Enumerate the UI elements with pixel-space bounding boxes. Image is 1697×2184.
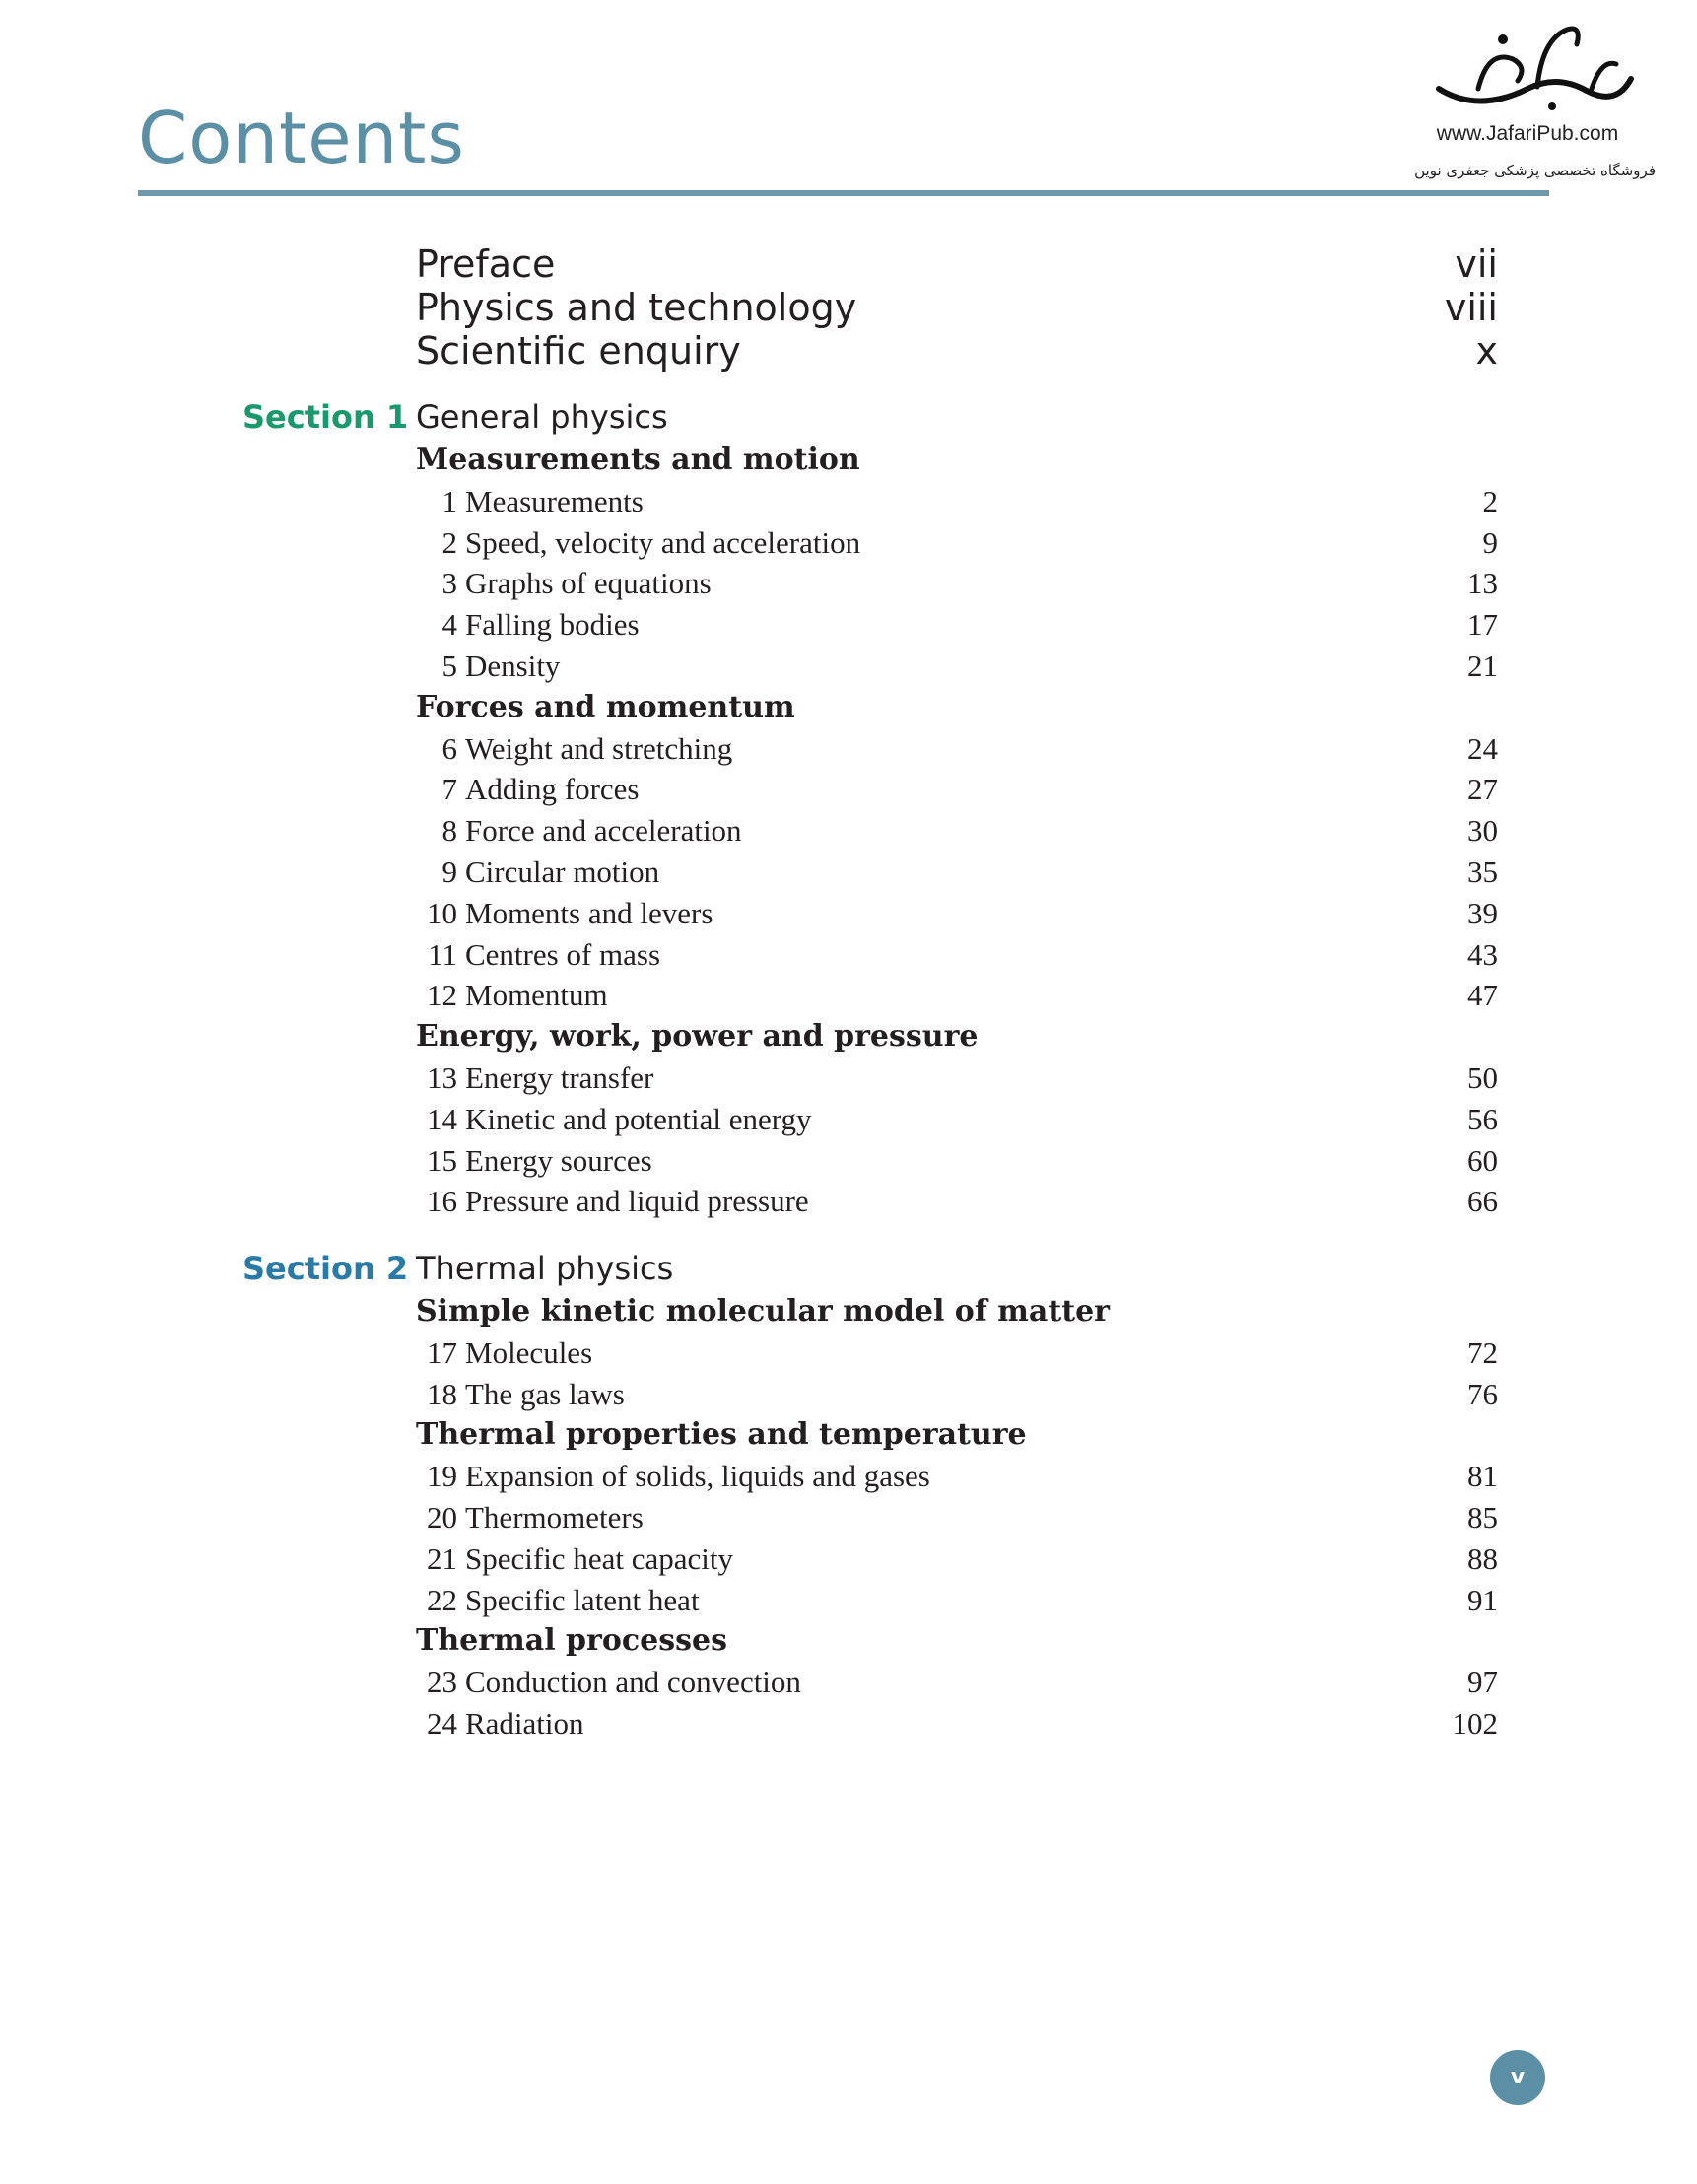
- chapter-number: 17: [427, 1334, 457, 1370]
- chapter-page: 88: [1467, 1540, 1498, 1576]
- toc-entry[interactable]: [416, 1665, 1498, 1704]
- front-matter-title: Preface: [416, 242, 556, 286]
- toc-entry[interactable]: [416, 1583, 1498, 1622]
- toc-entry[interactable]: [416, 1500, 1498, 1539]
- front-matter-page: x: [1475, 329, 1498, 373]
- chapter-number: 11: [428, 936, 457, 972]
- toc-entry[interactable]: [416, 1377, 1498, 1416]
- group-heading: Simple kinetic molecular model of matter: [416, 1294, 1110, 1329]
- chapter-number: 6: [441, 730, 457, 766]
- chapter-title: The gas laws: [465, 1376, 625, 1411]
- chapter-number: 1: [441, 483, 457, 518]
- toc-entry[interactable]: [416, 937, 1498, 977]
- page-title: Contents: [138, 97, 465, 179]
- chapter-title: Graphs of equations: [465, 566, 712, 601]
- front-matter-row[interactable]: [416, 329, 1498, 373]
- toc-entry[interactable]: [416, 1143, 1498, 1183]
- title-rule: [138, 190, 1549, 196]
- chapter-title: Specific latent heat: [465, 1582, 700, 1617]
- toc-entry[interactable]: [416, 1706, 1498, 1745]
- chapter-number: 21: [427, 1540, 457, 1576]
- chapter-title: Expansion of solids, liquids and gases: [465, 1459, 930, 1494]
- group-heading: Forces and momentum: [416, 689, 795, 724]
- chapter-title: Adding forces: [465, 772, 640, 807]
- group-heading: Measurements and motion: [416, 443, 860, 477]
- front-matter: [416, 242, 1498, 373]
- section-label: Section 2: [242, 1250, 409, 1287]
- chapter-number: 13: [427, 1060, 457, 1095]
- chapter-page: 9: [1482, 524, 1498, 560]
- toc-entry[interactable]: [416, 566, 1498, 605]
- group-heading: Energy, work, power and pressure: [416, 1019, 979, 1055]
- front-matter-row[interactable]: [416, 286, 1498, 329]
- chapter-number: 20: [427, 1500, 457, 1535]
- chapter-page: 72: [1467, 1334, 1498, 1370]
- calligraphy-logo-icon: [1419, 20, 1636, 118]
- toc-entry[interactable]: [416, 1102, 1498, 1141]
- chapter-page: 2: [1482, 483, 1498, 518]
- section-title: Thermal physics: [416, 1250, 674, 1287]
- chapter-number: 12: [427, 978, 457, 1013]
- chapter-number: 22: [427, 1582, 457, 1617]
- chapter-page: 60: [1467, 1142, 1498, 1178]
- page-number-badge: v: [1490, 2050, 1545, 2105]
- toc-entry[interactable]: [416, 1541, 1498, 1581]
- chapter-title: Measurements: [465, 483, 644, 518]
- chapter-title: Momentum: [465, 978, 608, 1013]
- chapter-number: 9: [441, 854, 457, 889]
- chapter-title: Speed, velocity and acceleration: [465, 524, 861, 560]
- chapter-number: 2: [441, 524, 457, 560]
- chapter-page: 91: [1467, 1582, 1498, 1617]
- toc-entry[interactable]: [416, 772, 1498, 811]
- front-matter-page: viii: [1444, 286, 1498, 329]
- chapter-title: Kinetic and potential energy: [465, 1101, 812, 1136]
- chapter-number: 5: [441, 648, 457, 683]
- chapter-number: 10: [427, 895, 457, 930]
- publisher-logo[interactable]: [1409, 20, 1656, 187]
- chapter-page: 21: [1467, 648, 1498, 683]
- chapter-title: Force and acceleration: [465, 813, 742, 849]
- chapter-title: Falling bodies: [465, 607, 640, 643]
- front-matter-row[interactable]: [416, 242, 1498, 286]
- section-label: Section 1: [242, 398, 409, 436]
- toc-entry[interactable]: [416, 896, 1498, 935]
- toc-entry[interactable]: [416, 1060, 1498, 1100]
- section-title: General physics: [416, 398, 668, 436]
- chapter-number: 15: [427, 1142, 457, 1178]
- chapter-title: Pressure and liquid pressure: [465, 1184, 809, 1219]
- chapter-page: 81: [1467, 1459, 1498, 1494]
- logo-shop-name: فروشگاه تخصصی پزشکی جعفری نوین: [1414, 162, 1656, 179]
- chapter-title: Weight and stretching: [465, 730, 733, 766]
- chapter-number: 23: [427, 1665, 457, 1700]
- toc-entry[interactable]: [416, 484, 1498, 523]
- chapter-title: Energy transfer: [465, 1060, 654, 1095]
- chapter-page: 102: [1452, 1706, 1498, 1740]
- chapter-title: Thermometers: [465, 1500, 644, 1535]
- chapter-page: 66: [1467, 1184, 1498, 1219]
- chapter-page: 27: [1467, 772, 1498, 807]
- chapter-title: Specific heat capacity: [465, 1540, 733, 1576]
- chapter-number: 7: [441, 772, 457, 807]
- chapter-title: Conduction and convection: [465, 1665, 801, 1700]
- group-heading: Thermal processes: [416, 1623, 727, 1659]
- chapter-number: 4: [441, 607, 457, 643]
- chapter-number: 8: [441, 813, 457, 849]
- chapter-page: 39: [1467, 895, 1498, 930]
- chapter-title: Molecules: [465, 1334, 593, 1370]
- chapter-number: 24: [427, 1706, 457, 1740]
- toc-entry[interactable]: [416, 1459, 1498, 1498]
- toc-entry[interactable]: [416, 648, 1498, 688]
- front-matter-page: vii: [1455, 242, 1498, 286]
- chapter-page: 56: [1467, 1101, 1498, 1136]
- front-matter-title: Scientific enquiry: [416, 329, 741, 373]
- chapter-title: Energy sources: [465, 1142, 652, 1178]
- chapter-page: 97: [1467, 1665, 1498, 1700]
- toc-entry[interactable]: [416, 978, 1498, 1017]
- toc-entry[interactable]: [416, 607, 1498, 647]
- chapter-number: 19: [427, 1459, 457, 1494]
- chapter-page: 76: [1467, 1376, 1498, 1411]
- chapter-title: Radiation: [465, 1706, 584, 1740]
- logo-url: www.JafariPub.com: [1436, 122, 1619, 145]
- chapter-page: 35: [1467, 854, 1498, 889]
- group-heading: Thermal properties and temperature: [416, 1417, 1027, 1453]
- chapter-page: 30: [1467, 813, 1498, 849]
- toc-entry[interactable]: [416, 813, 1498, 853]
- chapter-title: Moments and levers: [465, 895, 713, 930]
- chapter-number: 16: [427, 1184, 457, 1219]
- chapter-number: 14: [427, 1101, 457, 1136]
- toc-entry[interactable]: [416, 1184, 1498, 1223]
- chapter-number: 18: [427, 1376, 457, 1411]
- chapter-page: 24: [1467, 730, 1498, 766]
- chapter-page: 50: [1467, 1060, 1498, 1095]
- chapter-title: Density: [465, 648, 561, 683]
- toc-entry[interactable]: [416, 1335, 1498, 1375]
- chapter-page: 85: [1467, 1500, 1498, 1535]
- chapter-number: 3: [441, 566, 457, 601]
- toc-entry[interactable]: [416, 854, 1498, 894]
- chapter-page: 47: [1467, 978, 1498, 1013]
- toc-entry[interactable]: [416, 731, 1498, 771]
- chapter-page: 13: [1467, 566, 1498, 601]
- chapter-title: Centres of mass: [465, 936, 661, 972]
- chapter-page: 17: [1467, 607, 1498, 643]
- front-matter-title: Physics and technology: [416, 286, 857, 329]
- chapter-title: Circular motion: [465, 854, 660, 889]
- chapter-page: 43: [1467, 936, 1498, 972]
- toc-entry[interactable]: [416, 525, 1498, 565]
